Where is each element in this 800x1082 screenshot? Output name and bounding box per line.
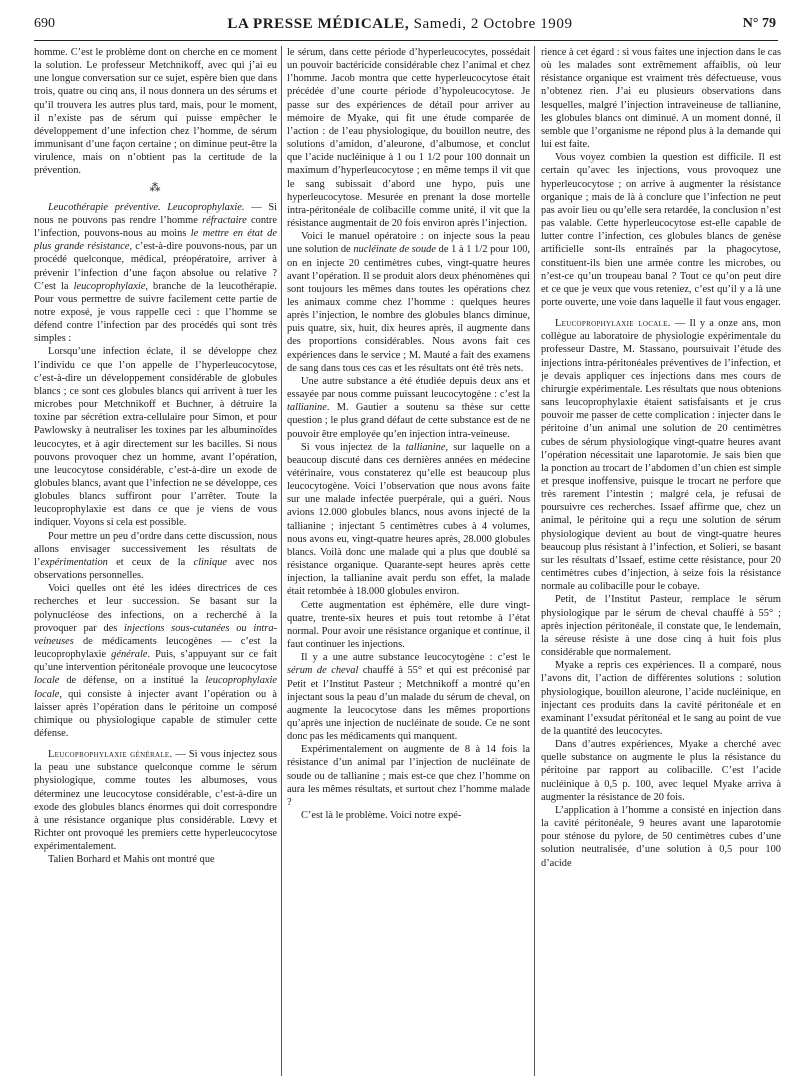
paragraph: Voici quelles ont été les idées directrices de ces recherches et leur succession. Se basant sur la polynucléose des infections, on a recherché à la provoquer par des injections sous-cutanées ou intra-veineuses de médicaments leucogènes — c’est la leucoprophylaxie générale. Puis, s’appuyant sur ce fait qu’une intervention péritonéale provoque une leucocytose locale de défense, on a institué la leucoprophylaxie locale, qui consiste à injecter avant l’opération ou à laisser après l’opération dans le péritoine un composé chimique ou physiologique capable de stimuler cette défense. — [34, 583, 277, 739]
paragraph: Il y a une autre substance leucocytogène : c’est le sérum de cheval chauffé à 55° et qui est préconisé par Petit et l’Institut Pasteur ; Metchnikoff a montré qu’en injectant sous la peau d’un malade du sérum de cheval, on augmente la leucocytose dans les mêmes proportions qu’après une injection de nucléinate de soude. Ce ne sont donc pas les médicaments qui manquent. — [287, 652, 531, 743]
paragraph: Voici le manuel opératoire : on injecte sous la peau une solution de nucléinate de soude de 1 à 1 1/2 pour 100, on en injecte 20 centimètres cubes, vingt-quatre heures avant l’opération. Il se produit alors deux phénomènes qui sont toujours les mêmes dans toutes les opérations chez les animaux comme chez l’homme : quelques heures après l’injection, le nombre des globules blancs diminue, puis quatre, six, huit, dix heures après, il augmente dans des proportions considérables. Nous avons fait ces expériences dans le service ; M. Mauté a fait des examens de sang dans tous ces cas et les résultats ont été très nets. — [287, 231, 530, 374]
issue-number: N° 79 — [742, 16, 776, 31]
paragraph: rience à cet égard : si vous faites une injection dans le cas où les malades sont extrêmement affaiblis, où leur résistance organique est vraiment très défectueuse, vous n’obtenez rien. J’ai eu plusieurs observations dans lesquelles, malgré l’injection intraveineuse de tallianine, les globules blancs ont diminué. A un moment donné, il semble que l’organisme ne répond plus à la demande qui lui est faite. — [541, 47, 781, 151]
paragraph: Myake a repris ces expériences. Il a comparé, nous l’avons dit, l’action de différentes solutions : solution physiologique, bouillon aleurone, l’acide nucléinique, en injectant ces produits dans la cavité péritonéale et en examinant l’exsudat péritonéal et le sang au point de vue de la quantité des leucocytes. — [541, 660, 781, 737]
publication-name: LA PRESSE MÉDICALE, — [227, 16, 410, 32]
paragraph: Petit, de l’Institut Pasteur, remplace le sérum physiologique par le sérum de cheval chauffé à 55° ; après injection péritonéale, il constate que, le lendemain, la séreuse résiste à une dose cinq à huit fois plus considérable que normalement. — [541, 594, 781, 659]
section-heading: Leucoprophylaxie locale. — [555, 318, 671, 330]
section-heading: Leucothérapie préventive. Leucoprophylaxie. — [48, 201, 245, 213]
spacer — [34, 740, 277, 748]
paragraph: L’application à l’homme a consisté en injection dans la cavité péritonéale, 9 heures avant une laparotomie pour sténose du pylore, de 50 centimètres cubes d’une solution neutralisée, d’une solution à 0,5 pour 100 d’acide — [541, 804, 781, 869]
paragraph: Pour mettre un peu d’ordre dans cette discussion, nous allons envisager successivement les résultats de l’expérimentation et ceux de la clinique avec nos observations personnelles. — [34, 530, 277, 582]
paragraph: Expérimentalement on augmente de 8 à 14 fois la résistance d’un animal par l’injection de nucléinate de soude ou de tallianine ; mais est-ce que chez l’homme on aura les mêmes résultats, et surtout chez l’homme malade ? — [287, 744, 530, 808]
spacer — [541, 309, 781, 317]
column-3 — [541, 46, 781, 870]
paragraph: homme. C’est le problème dont on cherche en ce moment la solution. Le professeur Metchnikoff, avec qui j’ai eu une longue conversation sur ce sujet, espère bien que dans trois, quatre ou cinq ans, il nous donnera un des sérums et qu’il trouvera les autres plus tard, mais, pour le moment, il n’existe pas de sérum qui puisse empêcher le développement d’une infection chez l’homme, de sérum immunisant d’une façon certaine ; on diminue peut-être la virulence, mais on n’obtient pas la certitude de la prévention. — [34, 47, 277, 177]
paragraph: Cette augmentation est éphémère, elle dure vingt-quatre, trente-six heures et puis tout retombe à l’état normal. Pour avoir une résistance organique et continue, il faut continuer les injections. — [287, 599, 530, 651]
paragraph: le sérum, dans cette période d’hyperleucocytes, possédait un pouvoir bactéricide considérable chez l’animal et chez l’homme. Jacob montra que cette hyperleucocytose était précédée d’une courte période d’hypoleucocytose. Je passe sur des expériences de détail pour arriver au mémoire de Myake, qui fit une étude comparée de l’action : de l’eau physiologique, du bouillon neutre, des solutions d’amidon, d’aleurone, d’albumose, et conclut que l’acide nucléinique à 1 ou 1 1/2 pour 100 donnait un maximum d’hyperleucocytose ; en même temps il vit que le sang subissait d’abord une hypo, puis une hyperleucocytose. Mesurée en prenant la dose mortelle intra-péritonéale de colibacille comme unité, il vit que la résistance augmentait de 20 fois environ après l’injection. — [287, 47, 530, 230]
paragraph: Une autre substance a été étudiée depuis deux ans et essayée par nous comme puissant leucocytogène : c’est la tallianine. M. Gautier a soutenu sa thèse sur cette question ; le plus grand défaut de cette substance est de ne pouvoir être employée qu’en injection intra-veineuse. — [287, 375, 530, 440]
column-1 — [34, 46, 277, 867]
paragraph-leucoprophylaxie-locale: Leucoprophylaxie locale. — Il y a onze ans, mon collègue au laboratoire de physiologie expérimentale du professeur Dastre, M. Stassano, poursuivait l’étude des injections intra-péritonéales préventives de l’infection, et je devais appliquer ces injections dans mes cours de chirurgie expérimentale. Les résultats que nous obtenions sans leucoprophylaxie étaient satisfaisants et je crus pouvoir me passer de cette complication : injecter dans le péritoine d’un animal une solution de 20 centimètres cubes de sérum physiologique vingt-quatre heures avant l’opération nécessitait une laparotomie. Je sais bien que la ponction au trocart de l’abdomen d’un chien est simple et presque inoffensive, puisque le trocart ne perfore que très rarement l’intestin ; malgré cela, je refusai de poursuivre ces recherches. Issaef affirme que, chez un animal, le péritoine qui a reçu une solution de sérum physiologique devient au bout de vingt-quatre heures beaucoup plus résistant à l’infection, et Solieri, se basant sur les résultats d’Issaef, estime cette résistance, pour 20 centimètres cubes d’injection, à seize fois la résistance normale au colibacille pour le cobaye. — [541, 318, 781, 593]
page-header — [0, 0, 800, 40]
issue-date: Samedi, 2 Octobre 1909 — [409, 16, 573, 32]
paragraph: Lorsqu’une infection éclate, il se développe chez l’individu ce que l’on appelle de l’hyperleucocytose, c’est-à-dire un développement considérable de globules blancs ; ce sont ces globules blancs qui arrivent à tuer les microbes pour Metchnikoff et Buchner, à détruire la toxine par sécrétion extra-cellulaire pour Simon, et pour Pawlowsky à neutraliser les toxines par les albuminoïdes leucocytes, et à agir directement sur les bacilles. Si nous pouvons provoquer chez un homme, avant l’opération, une leucocytose considérable, c’est-à-dire un exode de globules blancs, avant que l’infection ne se développe, ces globules blancs suffiront pour l’arrêter. Toute la leucoprophylaxie est dans ce que je viens de vous indiquer. Voyons si cela est possible. — [34, 346, 277, 529]
column-divider-1 — [281, 46, 282, 1076]
paragraph: Talien Borhard et Mahis ont montré que — [48, 854, 215, 866]
column-2 — [287, 46, 530, 822]
paragraph-leucotherapie: Leucothérapie préventive. Leucoprophylaxie. — Si nous ne pouvons pas rendre l’homme réfractaire contre l’infection, pouvons-nous au moins le mettre en état de plus grande résistance, c’est-à-dire pouvons-nous, par un procédé quelconque, médical, préopératoire, arriver à prévenir l’infection d’une façon absolue ou relative ? C’est la leucoprophylaxie, branche de la leucothérapie. Pour vous permettre de suivre facilement cette partie de notre exposé, je vous rappelle ceci : que l’homme se défend contre l’infection par des procédés qui sont très simples : — [34, 201, 278, 345]
column-divider-2 — [534, 46, 535, 1076]
section-separator: ⁂ — [149, 181, 162, 194]
header-rule — [34, 40, 778, 41]
paragraph: C’est là le problème. Voici notre expé- — [301, 810, 462, 822]
paragraph-leucoprophylaxie-generale: Leucoprophylaxie générale. — Si vous injectez sous la peau une substance quelconque comme le sérum physiologique, comme toutes les albumoses, vous déterminez une leucocytose considérable, c’est-à-dire un exode des globules blancs énormes qui doit correspondre à une résistance organique plus considérable. Lœvy et Richter ont provoqué les premiers cette hyperleucocytose expérimentalement. — [34, 749, 277, 853]
page-number: 690 — [34, 16, 55, 31]
paragraph: Si vous injectez de la tallianine, sur laquelle on a beaucoup discuté dans ces dernières années en médecine vétérinaire, vous constaterez qu’elle est beaucoup plus leucocytogène. Voici l’observation que nous avons faite sur une malade infectée puerpérale, qui a guéri. Nous avions 12.000 globules blancs, nous avons injecté de la tallianine ; injectant 5 centimètres cubes à 4 volumes, nous avons eu, vingt-quatre heures après, 28.000 globules blancs. Voilà donc une malade qui a plus que doublé sa résistance organique. Quarante-sept heures après cette injection, la tallianine avait perdu son effet, la malade était retombée à 18.000 globules environ. — [287, 441, 530, 598]
running-title — [0, 16, 800, 33]
section-heading: Leucoprophylaxie générale. — [48, 749, 173, 761]
paragraph: Dans d’autres expériences, Myake a cherché avec quelle substance on augmente le plus la résistance du péritoine par rapport au colibacille. C’est l’acide nucléinique à 0,5 p. 100, avec lequel Myake arriva à augmenter la résistance de 20 fois. — [541, 739, 781, 803]
paragraph: Vous voyez combien la question est difficile. Il est certain qu’avec les injections, vous provoquez une hyperleucocytose ; on arrive à augmenter la résistance organique ; mais de là à conclure que l’infection ne peut pas avoir lieu ou qu’elle sera retardée, la conclusion n’est pas valable. Cette hyperleucocytose est-elle capable de lutter contre l’infection, ces globules blancs de genèse artificielle sont-ils entraînés par la phagocytose, constituent-ils bien une armée contre les microbes, ou n’est-ce qu’un troupeau banal ? Tout ce qu’on peut dire et ce que je veux que vous reteniez, c’est qu’il y a là une porte ouverte, une voie dans laquelle il faut vous engager. — [541, 152, 781, 308]
